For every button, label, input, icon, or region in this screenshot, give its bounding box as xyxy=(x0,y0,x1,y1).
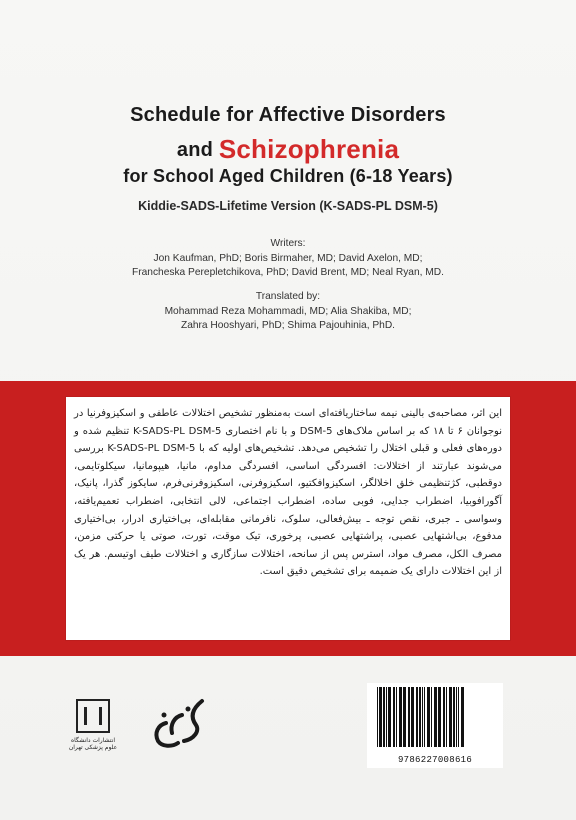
press-logo-caption: انتشارات دانشگاه علوم پزشکی تهران xyxy=(68,737,118,751)
translators-line: Mohammad Reza Mohammadi, MD; Alia Shakiba, MD; xyxy=(164,305,412,317)
title-highlight-word: Schizophrenia xyxy=(218,134,400,164)
publisher-calligraphy-logo xyxy=(142,695,212,755)
writers-line: Francheska Perepletchikova, PhD; David Brent, MD; Neal Ryan, MD. xyxy=(132,267,444,278)
title-line-2-prefix: and xyxy=(176,139,214,161)
publisher-calligraphy-icon xyxy=(142,695,212,755)
writers-line: Jon Kaufman, PhD; Boris Birmaher, MD; David Axelon, MD; xyxy=(153,252,423,264)
red-description-band xyxy=(0,381,576,656)
press-emblem-icon xyxy=(76,699,110,733)
title-line-3: for School Aged Children (6-18 Years) xyxy=(123,166,453,186)
version-subtitle: Kiddie-SADS-Lifetime Version (K-SADS-PL DSM-5) xyxy=(138,199,438,213)
writers-block xyxy=(0,237,576,281)
description-panel xyxy=(66,397,510,640)
writers-label: Writers: xyxy=(270,238,306,249)
barcode-bars xyxy=(375,687,495,749)
translators-line: Zahra Hooshyari, PhD; Shima Pajouhinia, PhD. xyxy=(180,320,396,331)
isbn-barcode xyxy=(367,683,503,768)
barcode-number: 9786227008616 xyxy=(397,755,473,765)
title-line-2 xyxy=(0,132,576,163)
translators-label: Translated by: xyxy=(255,291,321,302)
university-press-logo xyxy=(70,685,116,785)
description-text: این اثر، مصاحبه‌ی بالینی نیمه ساختاریافته‌ای است به‌منظور تشخیص اختلالات عاطفی و اسکیزوفرنیا در نوجوانان ۶ تا ۱۸ که بر اساس ملاک‌های DSM-5 و با نام اختصاری K-SADS-PL DSM-5 تنظیم شده و دوره‌های فعلی و قبلی اختلال را تشخیص می‌دهد. تشخیص‌های اولیه که با K-SADS-PL DSM-5 بررسی می‌شوند عبارتند از اختلالات: افسردگی اساسی، افسردگی مداوم، مانیا، هیپومانیا، سیکلوتایمی، دوقطبی، کژتنظیمی خلق اخلالگر، اسکیزوافکتیو، اسکیزوفرنی، اسکیزوفرنی‌فرم، سایکوز گذرا، پانیک، آگورافوبیا، اضطراب جدایی، فوبی ساده، اضطراب اجتماعی، لالی انتخابی، اضطراب تعمیم‌یافته، وسواسی ـ جبری، نقص توجه ـ بیش‌فعالی، سلوک، نافرمانی مقابله‌ای، بی‌اختیاری ادرار، بی‌اختیاری مدفوع، بی‌اشتهایی عصبی، پراشتهایی عصبی، پرخوری، تیک موقت، تورت، صوتی یا حرکتی مزمن، مصرف الکل، مصرف مواد، استرس پس از سانحه، اختلالات سازگاری و اختلالات طیف اوتیسم. هر یک از این اختلالات دارای یک ضمیمه برای تشخیص دقیق است. xyxy=(74,408,502,578)
translators-block xyxy=(0,290,576,334)
title-line-1: Schedule for Affective Disorders xyxy=(130,104,446,126)
